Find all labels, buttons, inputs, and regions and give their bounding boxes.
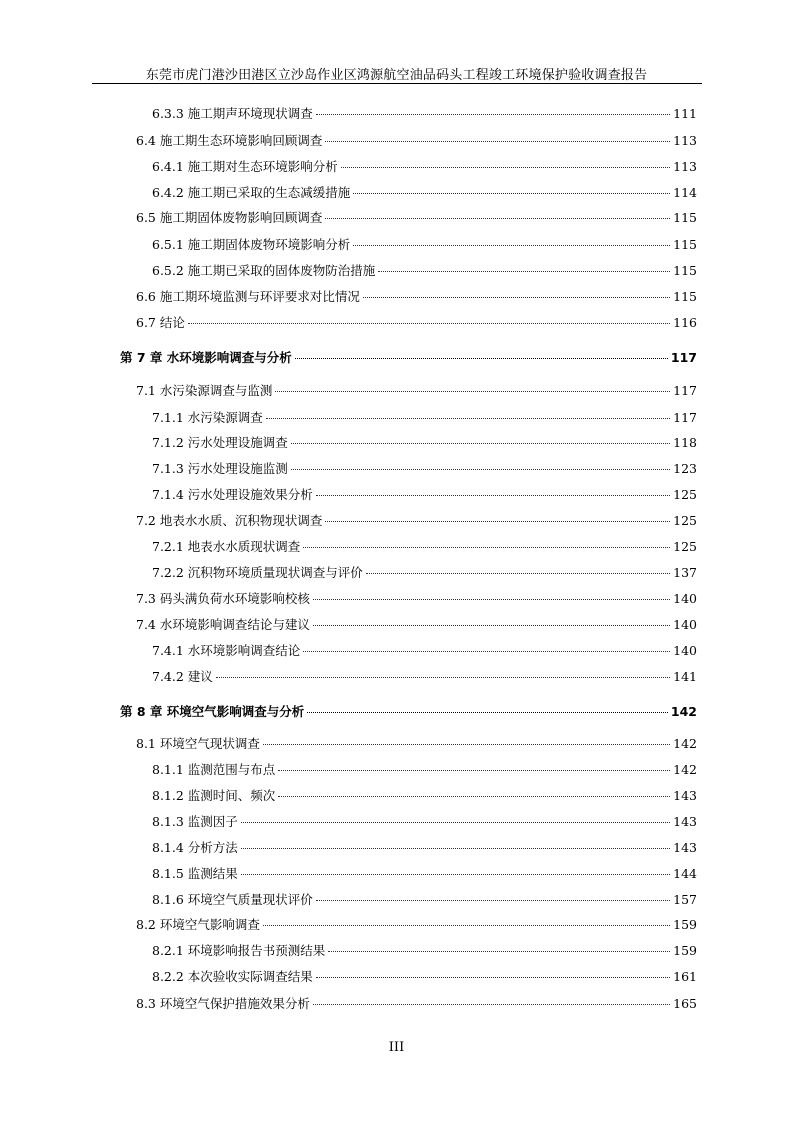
- toc-entry-title: [152, 786, 275, 804]
- toc-entry-title: [120, 702, 304, 720]
- toc-page-number: 157: [673, 892, 697, 907]
- toc-page-number: 123: [673, 461, 697, 476]
- toc-leader-dots: [307, 712, 668, 713]
- toc-leader-dots: [325, 141, 670, 142]
- toc-page-number: 142: [673, 736, 697, 751]
- toc-entry-text: 分析方法: [187, 840, 238, 855]
- toc-entry-title: [152, 667, 213, 685]
- toc-entry-number: 7.2.2: [152, 565, 184, 580]
- toc-entry[interactable]: [152, 890, 697, 908]
- toc-entry-title: [152, 941, 325, 959]
- toc-entry[interactable]: [152, 408, 697, 426]
- toc-page-number: 115: [673, 237, 697, 252]
- toc-page-number: 116: [673, 315, 697, 330]
- toc-entry-number: 6.5: [136, 210, 156, 225]
- toc-page-number: 118: [673, 435, 697, 450]
- toc-entry[interactable]: [136, 511, 697, 529]
- toc-entry[interactable]: [152, 941, 697, 959]
- toc-entry-title: [136, 915, 260, 933]
- toc-entry[interactable]: [152, 667, 697, 685]
- toc-entry-text: 污水处理设施效果分析: [187, 487, 313, 502]
- toc-entry[interactable]: [152, 641, 697, 659]
- toc-entry-title: [136, 589, 310, 607]
- toc-chapter-entry[interactable]: [120, 348, 697, 366]
- toc-leader-dots: [278, 770, 670, 771]
- toc-entry-number: 8.1.4: [152, 840, 184, 855]
- toc-leader-dots: [313, 625, 670, 626]
- toc-leader-dots: [313, 599, 670, 600]
- toc-entry-number: 8.2.1: [152, 943, 184, 958]
- toc-entry-number: 8.1.5: [152, 866, 184, 881]
- toc-entry-text: 施工期已采取的生态减缓措施: [187, 185, 351, 200]
- toc-page-number: 113: [673, 133, 697, 148]
- toc-entry[interactable]: [152, 838, 697, 856]
- page-number: III: [388, 1040, 405, 1055]
- toc-entry-text: 水环境影响调查结论: [187, 643, 301, 658]
- toc-entry-title: [152, 408, 263, 426]
- toc-entry-text: 水污染源调查与监测: [159, 383, 273, 398]
- toc-entry-number: 7.1.1: [152, 410, 184, 425]
- toc-entry-title: [152, 838, 238, 856]
- toc-leader-dots: [303, 651, 670, 652]
- toc-entry-title: [152, 104, 313, 122]
- toc-entry-text: 环境空气现状调查: [159, 736, 260, 751]
- toc-entry-title: [136, 994, 310, 1012]
- toc-entry-number: 7.4.1: [152, 643, 184, 658]
- toc-leader-dots: [353, 193, 670, 194]
- toc-page-number: 125: [673, 487, 697, 502]
- toc-leader-dots: [325, 521, 670, 522]
- toc-page-number: 140: [673, 617, 697, 632]
- toc-entry-title: [136, 287, 360, 305]
- toc-entry-number: 7.1.3: [152, 461, 184, 476]
- toc-page-number: 140: [673, 643, 697, 658]
- toc-entry-text: 监测结果: [187, 866, 238, 881]
- toc-entry-title: [152, 157, 338, 175]
- toc-page-number: 117: [673, 383, 697, 398]
- toc-entry-title: [136, 208, 322, 226]
- toc-entry[interactable]: [152, 183, 697, 201]
- toc-entry[interactable]: [136, 915, 697, 933]
- toc-page-number: 114: [673, 185, 697, 200]
- toc-entry[interactable]: [152, 157, 697, 175]
- toc-entry-number: 7.2.1: [152, 539, 184, 554]
- toc-entry-number: 8.1.6: [152, 892, 184, 907]
- toc-page-number: 115: [673, 289, 697, 304]
- toc-entry-number: 8.1.2: [152, 788, 184, 803]
- toc-leader-dots: [188, 323, 670, 324]
- toc-entry-text: 施工期固体废物环境影响分析: [187, 237, 351, 252]
- toc-entry-number: 8.1: [136, 736, 156, 751]
- toc-entry-number: 7.1.2: [152, 435, 184, 450]
- toc-entry[interactable]: [136, 994, 697, 1012]
- toc-entry-number: 6.6: [136, 289, 156, 304]
- toc-entry[interactable]: [152, 235, 697, 253]
- toc-leader-dots: [241, 874, 670, 875]
- toc-entry-text: 污水处理设施调查: [187, 435, 288, 450]
- toc-leader-dots: [325, 218, 670, 219]
- toc-entry[interactable]: [152, 485, 697, 503]
- toc-entry-number: 7.1: [136, 383, 156, 398]
- toc-entry-text: 施工期声环境现状调查: [187, 106, 313, 121]
- toc-entry-text: 施工期生态环境影响回顾调查: [159, 133, 323, 148]
- toc-entry[interactable]: [136, 589, 697, 607]
- toc-entry-number: 8.1.1: [152, 762, 184, 777]
- toc-entry-title: [136, 131, 322, 149]
- toc-entry-number: 6.7: [136, 315, 156, 330]
- toc-entry-text: 环境空气影响调查: [159, 917, 260, 932]
- toc-entry-number: 6.4: [136, 133, 156, 148]
- toc-page-number: 113: [673, 159, 697, 174]
- toc-entry[interactable]: [152, 261, 697, 279]
- toc-entry-number: 6.4.1: [152, 159, 184, 174]
- toc-page-number: 159: [673, 917, 697, 932]
- toc-entry-text: 施工期已采取的固体废物防治措施: [187, 263, 376, 278]
- toc-entry-title: [136, 734, 260, 752]
- toc-leader-dots: [295, 358, 668, 359]
- toc-entry[interactable]: [136, 313, 697, 331]
- toc-entry-title: [152, 261, 375, 279]
- toc-entry-title: [152, 183, 350, 201]
- toc-entry-text: 本次验收实际调查结果: [187, 969, 313, 984]
- toc-page-number: 140: [673, 591, 697, 606]
- toc-leader-dots: [266, 418, 670, 419]
- toc-entry[interactable]: [152, 967, 697, 985]
- toc-leader-dots: [291, 443, 670, 444]
- toc-entry-title: [152, 641, 300, 659]
- toc-entry-number: 6.3.3: [152, 106, 184, 121]
- toc-entry[interactable]: [136, 734, 697, 752]
- toc-page-number: 125: [673, 513, 697, 528]
- toc-entry[interactable]: [136, 381, 697, 399]
- toc-entry-text: 沉积物环境质量现状调查与评价: [187, 565, 363, 580]
- toc-page-number: 142: [673, 762, 697, 777]
- toc-page-number: 143: [673, 840, 697, 855]
- toc-entry[interactable]: [152, 459, 697, 477]
- toc-entry-text: 施工期对生态环境影响分析: [187, 159, 338, 174]
- toc-entry-number: 8.2: [136, 917, 156, 932]
- toc-entry-number: 7.4: [136, 617, 156, 632]
- document-header-title: 东莞市虎门港沙田港区立沙岛作业区鸿源航空油品码头工程竣工环境保护验收调查报告: [145, 68, 648, 83]
- toc-entry-text: 环境空气影响调查与分析: [166, 704, 305, 719]
- toc-page-number: 115: [673, 210, 697, 225]
- toc-page-number: 111: [673, 106, 697, 121]
- toc-entry-number: 6.5.1: [152, 237, 184, 252]
- toc-entry-text: 地表水水质、沉积物现状调查: [159, 513, 323, 528]
- toc-entry[interactable]: [152, 864, 697, 882]
- toc-page-number: 141: [673, 669, 697, 684]
- toc-entry-title: [120, 348, 292, 366]
- toc-entry-title: [136, 615, 310, 633]
- toc-entry-text: 环境空气保护措施效果分析: [159, 996, 310, 1011]
- toc-entry-number: 7.3: [136, 591, 156, 606]
- toc-leader-dots: [378, 271, 670, 272]
- toc-entry-number: 6.4.2: [152, 185, 184, 200]
- toc-entry-text: 施工期固体废物影响回顾调查: [159, 210, 323, 225]
- toc-page-number: 142: [670, 704, 697, 719]
- toc-entry[interactable]: [136, 615, 697, 633]
- toc-leader-dots: [303, 547, 670, 548]
- toc-entry-title: [152, 537, 300, 555]
- toc-leader-dots: [341, 167, 670, 168]
- toc-leader-dots: [316, 900, 670, 901]
- toc-entry-text: 环境影响报告书预测结果: [187, 943, 326, 958]
- toc-entry[interactable]: [152, 104, 697, 122]
- toc-leader-dots: [263, 925, 670, 926]
- toc-page-number: 143: [673, 788, 697, 803]
- toc-leader-dots: [316, 114, 670, 115]
- toc-entry-title: [152, 235, 350, 253]
- toc-leader-dots: [216, 677, 670, 678]
- toc-entry-title: [152, 433, 288, 451]
- toc-leader-dots: [316, 977, 670, 978]
- toc-entry[interactable]: [152, 433, 697, 451]
- header-rule: [92, 83, 702, 84]
- toc-page-number: 165: [673, 996, 697, 1011]
- toc-entry[interactable]: [152, 786, 697, 804]
- toc-leader-dots: [241, 848, 670, 849]
- toc-chapter-entry[interactable]: [120, 702, 697, 720]
- toc-entry-text: 监测时间、频次: [187, 788, 276, 803]
- toc-entry-number: 7.1.4: [152, 487, 184, 502]
- toc-entry-text: 地表水水质现状调查: [187, 539, 301, 554]
- toc-page-number: 159: [673, 943, 697, 958]
- toc-entry-number: 第 7 章: [120, 350, 163, 365]
- toc-page-number: 117: [670, 350, 697, 365]
- toc-entry-text: 码头满负荷水环境影响校核: [159, 591, 310, 606]
- toc-entry-number: 8.2.2: [152, 969, 184, 984]
- toc-entry[interactable]: [136, 131, 697, 149]
- toc-entry-title: [136, 511, 322, 529]
- toc-entry-title: [152, 485, 313, 503]
- toc-entry-title: [152, 890, 313, 908]
- toc-entry-text: 水污染源调查: [187, 410, 263, 425]
- toc-leader-dots: [328, 951, 670, 952]
- toc-entry-title: [152, 967, 313, 985]
- toc-leader-dots: [366, 573, 670, 574]
- toc-entry-text: 水环境影响调查与分析: [166, 350, 292, 365]
- toc-leader-dots: [263, 744, 670, 745]
- toc-entry-text: 环境空气质量现状评价: [187, 892, 313, 907]
- toc-entry[interactable]: [152, 760, 697, 778]
- toc-leader-dots: [363, 297, 670, 298]
- toc-entry-title: [152, 864, 238, 882]
- toc-entry-text: 施工期环境监测与环评要求对比情况: [159, 289, 360, 304]
- toc-leader-dots: [278, 796, 670, 797]
- toc-entry-text: 水环境影响调查结论与建议: [159, 617, 310, 632]
- toc-page-number: 115: [673, 263, 697, 278]
- toc-entry[interactable]: [136, 208, 697, 226]
- toc-entry-text: 监测范围与布点: [187, 762, 276, 777]
- toc-page-number: 144: [673, 866, 697, 881]
- toc-leader-dots: [275, 391, 670, 392]
- toc-entry-text: 建议: [187, 669, 213, 684]
- toc-entry-number: 7.4.2: [152, 669, 184, 684]
- toc-page-number: 117: [673, 410, 697, 425]
- toc-page-number: 161: [673, 969, 697, 984]
- toc-entry[interactable]: [136, 287, 697, 305]
- toc-entry[interactable]: [152, 812, 697, 830]
- toc-page-number: 137: [673, 565, 697, 580]
- toc-entry-title: [152, 812, 238, 830]
- toc-entry-title: [136, 381, 272, 399]
- toc-entry[interactable]: [152, 563, 697, 581]
- toc-entry-text: 监测因子: [187, 814, 238, 829]
- toc-entry-number: 第 8 章: [120, 704, 163, 719]
- toc-entry-text: 污水处理设施监测: [187, 461, 288, 476]
- toc-leader-dots: [316, 495, 670, 496]
- toc-entry-number: 7.2: [136, 513, 156, 528]
- toc-entry-number: 8.1.3: [152, 814, 184, 829]
- toc-leader-dots: [353, 245, 670, 246]
- toc-entry-title: [152, 459, 288, 477]
- toc-page-number: 143: [673, 814, 697, 829]
- toc-entry-title: [152, 760, 275, 778]
- toc-entry-number: 8.3: [136, 996, 156, 1011]
- toc-page-number: 125: [673, 539, 697, 554]
- toc-entry-title: [152, 563, 363, 581]
- toc-leader-dots: [241, 822, 670, 823]
- toc-leader-dots: [291, 469, 670, 470]
- toc-entry-text: 结论: [159, 315, 185, 330]
- toc-leader-dots: [313, 1004, 670, 1005]
- toc-entry-number: 6.5.2: [152, 263, 184, 278]
- toc-entry-title: [136, 313, 185, 331]
- toc-entry[interactable]: [152, 537, 697, 555]
